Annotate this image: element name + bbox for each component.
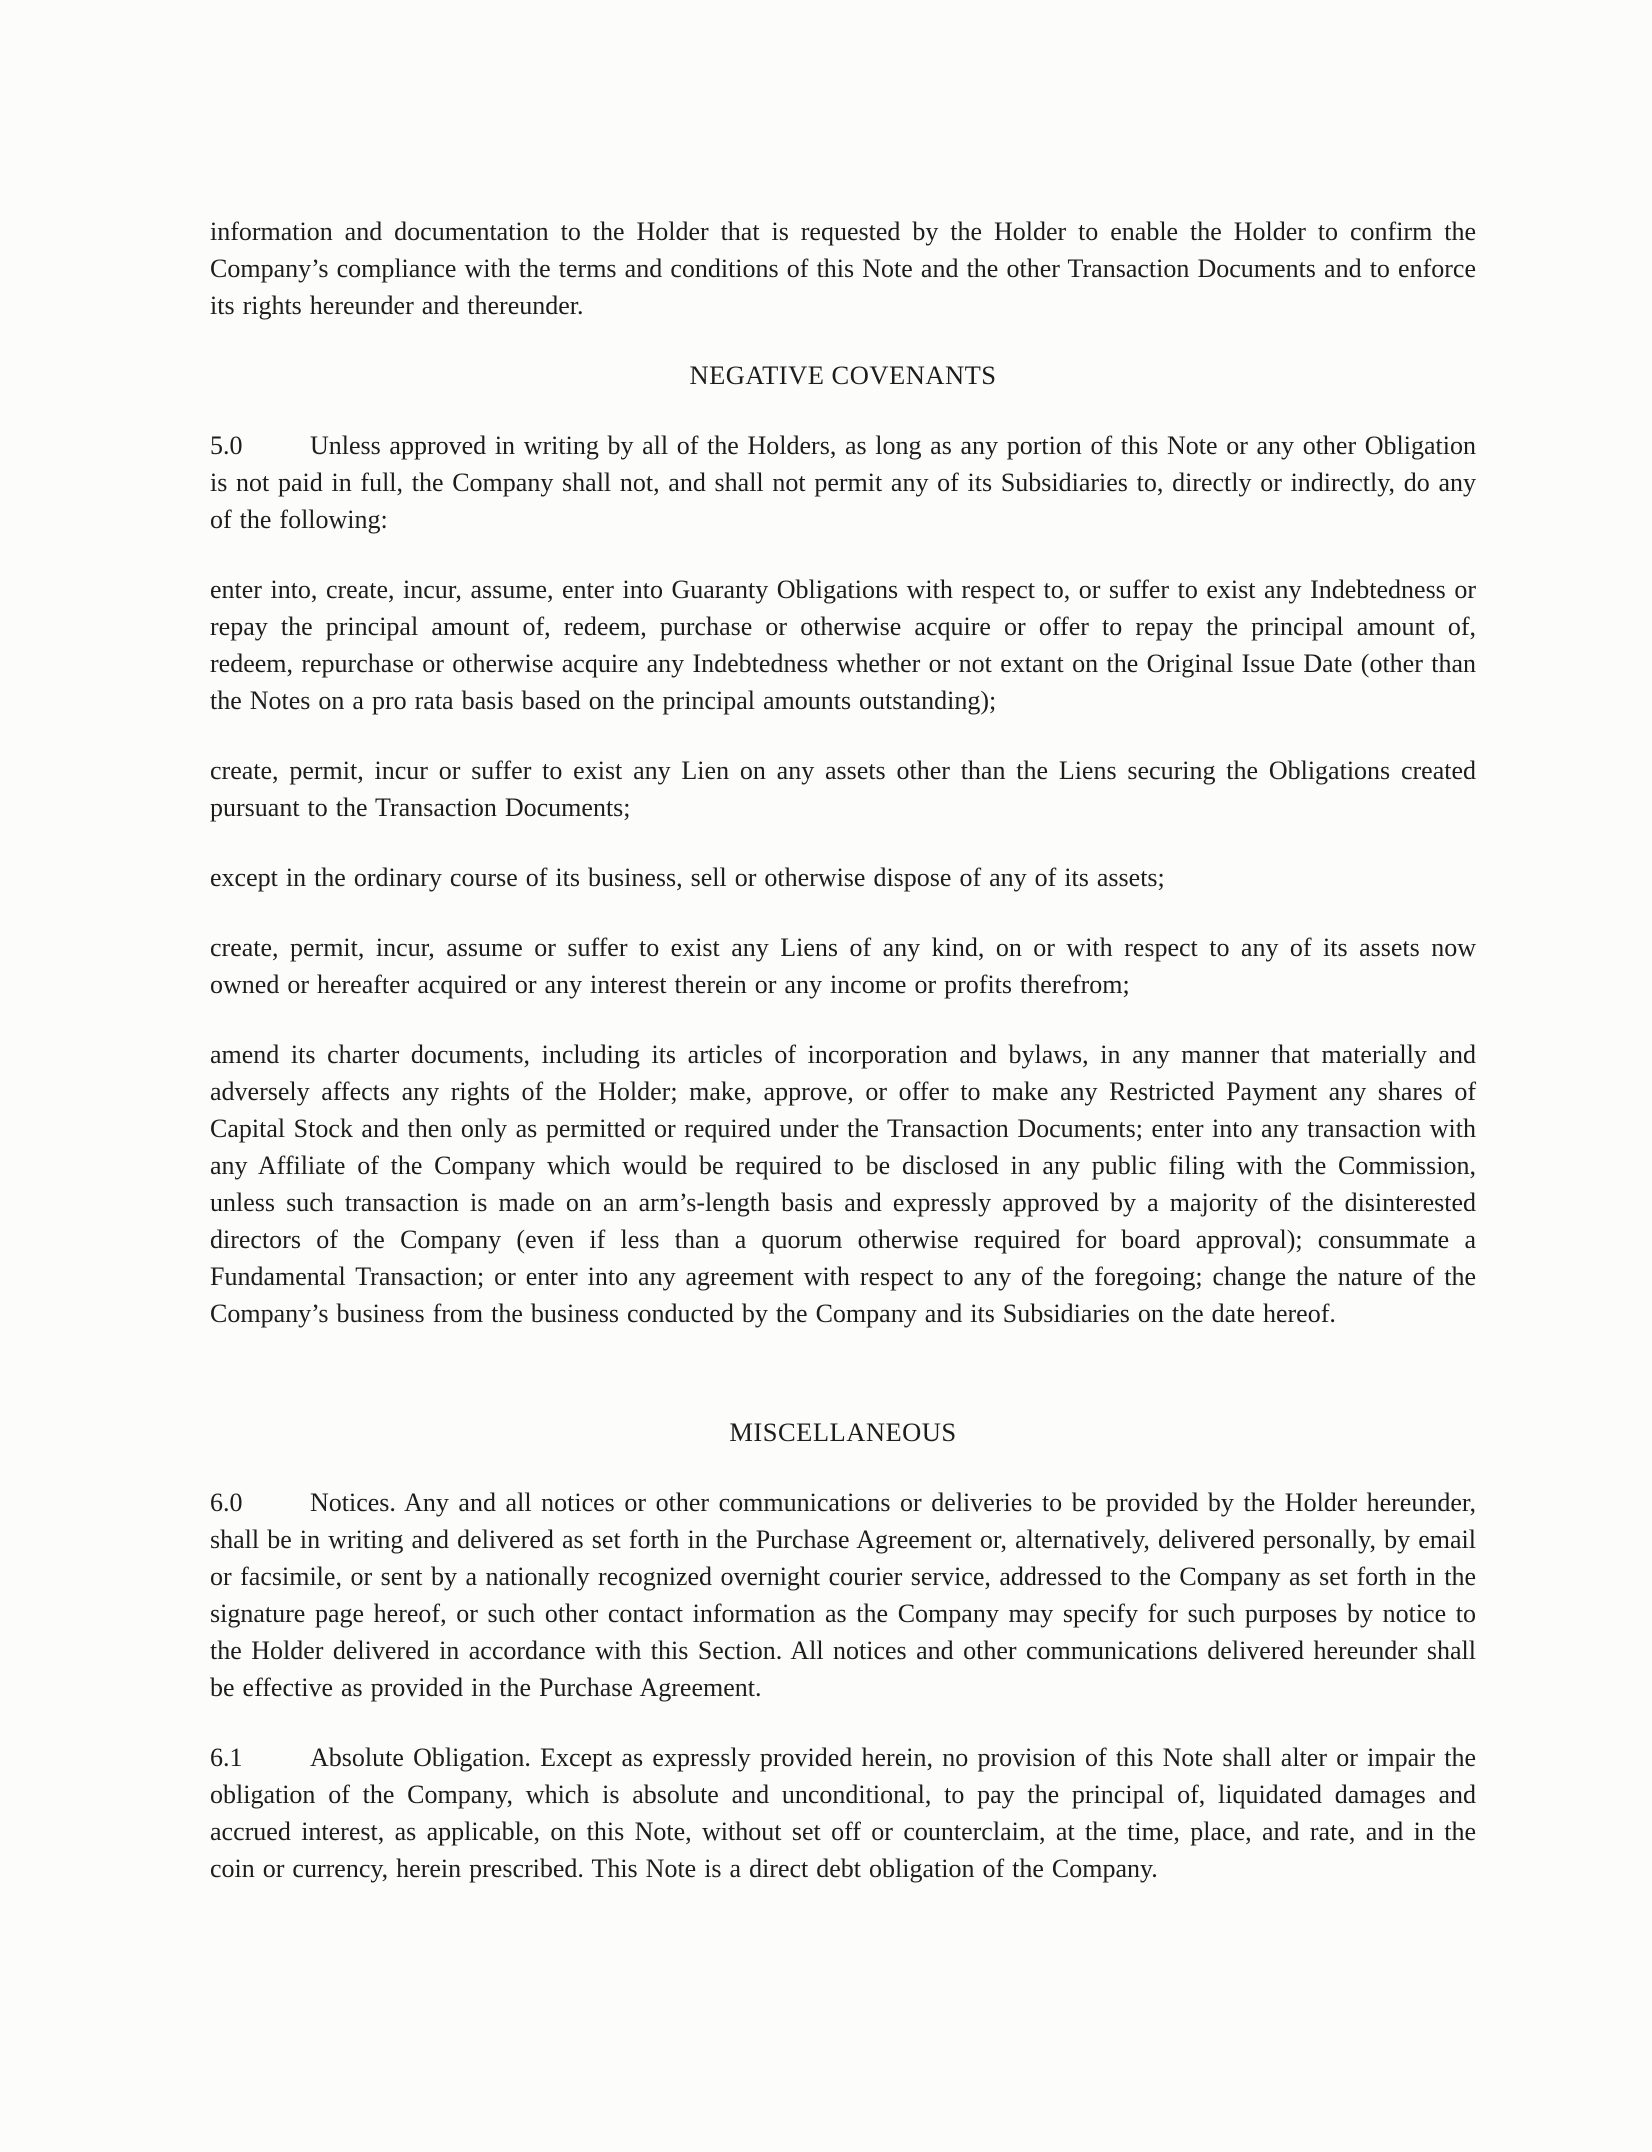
paragraph-information-covenant-continuation: information and documentation to the Holder that is requested by the Holder to enable the Holder to confirm the Company’s compliance with the terms and conditions of this Note and the other Transaction Documents and to enforce its rights hereunder and thereunder. <box>210 217 1476 320</box>
clause-number-6-0: 6.0 <box>210 1488 243 1517</box>
section-heading-miscellaneous: MISCELLANEOUS <box>729 1417 957 1447</box>
clause-number-5-0: 5.0 <box>210 431 243 460</box>
paragraph-covenant-charter-documents: amend its charter documents, including its articles of incorporation and bylaws, in any manner that materially and adversely affects any rights of the Holder; make, approve, or offer to make any Restricted Payment any shares of Capital Stock and then only as permitted or required under the Transaction Documents; enter into any transaction with any Affiliate of the Company which would be required to be disclosed in any public filing with the Commission, unless such transaction is made on an arm’s-length basis and expressly approved by a majority of the disinterested directors of the Company (even if less than a quorum otherwise required for board approval); consummate a Fundamental Transaction; or enter into any agreement with respect to any of the foregoing; change the nature of the Company’s business from the business conducted by the Company and its Subsidiaries on the date hereof. <box>210 1040 1476 1328</box>
paragraph-covenant-lien: create, permit, incur or suffer to exist any Lien on any assets other than the Liens securing the Obligations created pursuant to the Transaction Documents; <box>210 756 1476 822</box>
clause-6-0-notices <box>210 1484 1476 1706</box>
paragraph-covenant-liens-any-kind: create, permit, incur, assume or suffer to exist any Liens of any kind, on or with respect to any of its assets now owned or hereafter acquired or any interest therein or any income or profits therefrom; <box>210 933 1476 999</box>
clause-5-0 <box>210 427 1476 538</box>
section-heading-negative-covenants: NEGATIVE COVENANTS <box>689 360 997 390</box>
paragraph-covenant-indebtedness: enter into, create, incur, assume, enter into Guaranty Obligations with respect to, or suffer to exist any Indebtedness or repay the principal amount of, redeem, purchase or otherwise acquire or offer to repay the principal amount of, redeem, repurchase or otherwise acquire any Indebtedness whether or not extant on the Original Issue Date (other than the Notes on a pro rata basis based on the principal amounts outstanding); <box>210 575 1476 715</box>
clause-number-6-1: 6.1 <box>210 1743 243 1772</box>
paragraph-covenant-dispose-assets: except in the ordinary course of its business, sell or otherwise dispose of any of its assets; <box>210 863 1165 892</box>
clause-text-5-0: Unless approved in writing by all of the Holders, as long as any portion of this Note or any other Obligation is not paid in full, the Company shall not, and shall not permit any of its Subsidiaries to, directly or indirectly, do any of the following: <box>210 431 1476 534</box>
clause-text-6-1: Absolute Obligation. Except as expressly provided herein, no provision of this Note shall alter or impair the obligation of the Company, which is absolute and unconditional, to pay the principal of, liquidated damages and accrued interest, as applicable, on this Note, without set off or counterclaim, at the time, place, and rate, and in the coin or currency, herein prescribed. This Note is a direct debt obligation of the Company. <box>210 1743 1476 1883</box>
clause-text-6-0: Notices. Any and all notices or other communications or deliveries to be provided by the Holder hereunder, shall be in writing and delivered as set forth in the Purchase Agreement or, alternatively, delivered personally, by email or facsimile, or sent by a nationally recognized overnight courier service, addressed to the Company as set forth in the signature page hereof, or such other contact information as the Company may specify for such purposes by notice to the Holder delivered in accordance with this Section. All notices and other communications delivered hereunder shall be effective as provided in the Purchase Agreement. <box>210 1488 1476 1702</box>
clause-6-1-absolute-obligation <box>210 1739 1476 1887</box>
